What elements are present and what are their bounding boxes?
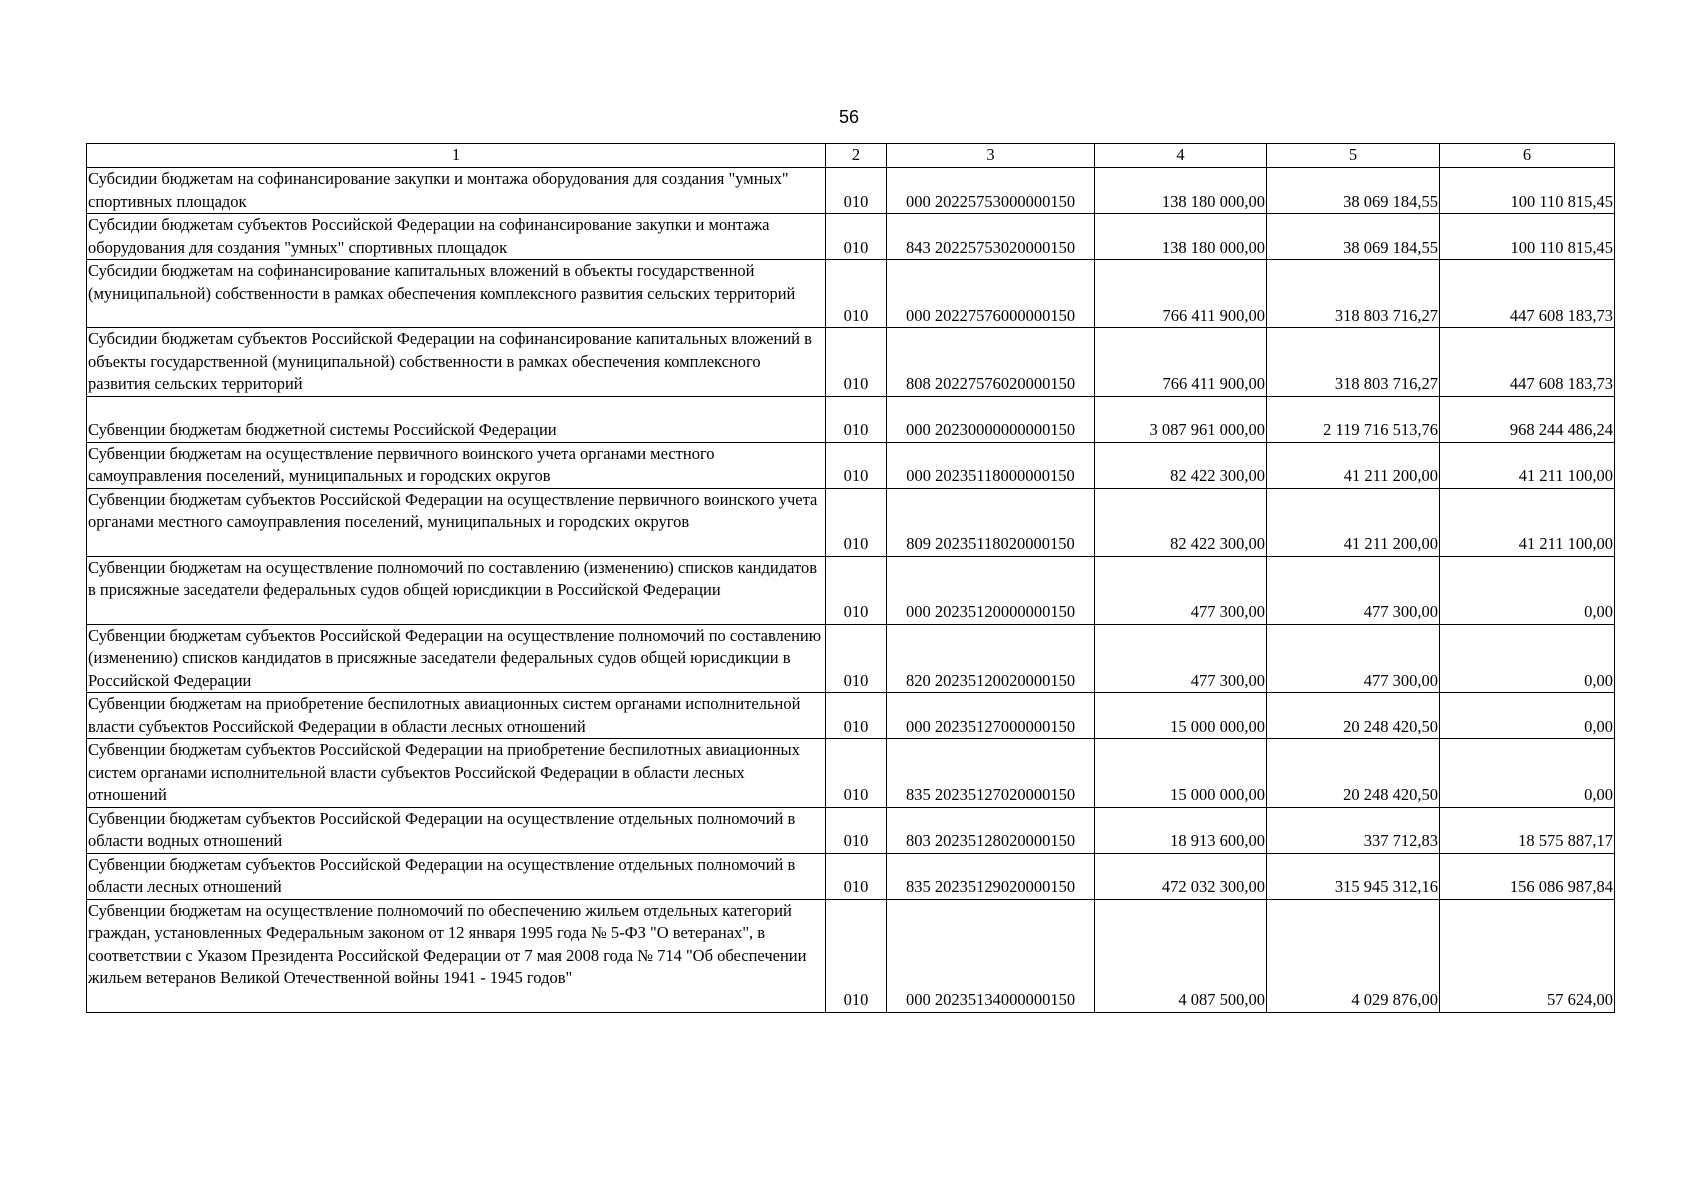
row-value-6: 18 575 887,17 bbox=[1440, 807, 1615, 853]
row-name: Субвенции бюджетам субъектов Российской Федерации на осуществление отдельных полномочий в области водных отношений bbox=[87, 807, 826, 853]
table-row bbox=[87, 214, 1615, 260]
row-code: 000 20235127000000150 bbox=[887, 693, 1095, 739]
table-row bbox=[87, 168, 1615, 214]
row-col2: 010 bbox=[826, 807, 887, 853]
row-code: 843 20225753020000150 bbox=[887, 214, 1095, 260]
row-col2: 010 bbox=[826, 899, 887, 1012]
row-name: Субвенции бюджетам на осуществление полномочий по составлению (изменению) списков кандидатов в присяжные заседатели федеральных судов общей юрисдикции в Российской Федерации bbox=[87, 556, 826, 624]
row-col2: 010 bbox=[826, 168, 887, 214]
table-row bbox=[87, 328, 1615, 397]
row-value-5: 2 119 716 513,76 bbox=[1267, 396, 1440, 442]
row-name: Субвенции бюджетам субъектов Российской Федерации на осуществление отдельных полномочий в области лесных отношений bbox=[87, 853, 826, 899]
row-value-6: 100 110 815,45 bbox=[1440, 168, 1615, 214]
row-value-5: 38 069 184,55 bbox=[1267, 168, 1440, 214]
table-row bbox=[87, 260, 1615, 328]
column-header-3: 3 bbox=[887, 144, 1095, 168]
row-value-4: 82 422 300,00 bbox=[1095, 442, 1267, 488]
row-value-6: 447 608 183,73 bbox=[1440, 260, 1615, 328]
row-value-5: 38 069 184,55 bbox=[1267, 214, 1440, 260]
table-row bbox=[87, 556, 1615, 624]
row-name: Субвенции бюджетам субъектов Российской Федерации на осуществление первичного воинского учета органами местного самоуправления поселений, муниципальных и городских округов bbox=[87, 488, 826, 556]
row-value-5: 318 803 716,27 bbox=[1267, 260, 1440, 328]
row-code: 820 20235120020000150 bbox=[887, 624, 1095, 693]
row-name: Субвенции бюджетам на осуществление первичного воинского учета органами местного самоуправления поселений, муниципальных и городских округов bbox=[87, 442, 826, 488]
row-value-5: 4 029 876,00 bbox=[1267, 899, 1440, 1012]
row-code: 000 20235134000000150 bbox=[887, 899, 1095, 1012]
row-name: Субвенции бюджетам на приобретение беспилотных авиационных систем органами исполнительной власти субъектов Российской Федерации в области лесных отношений bbox=[87, 693, 826, 739]
row-col2: 010 bbox=[826, 624, 887, 693]
row-code: 000 20230000000000150 bbox=[887, 396, 1095, 442]
row-value-6: 0,00 bbox=[1440, 556, 1615, 624]
row-value-6: 447 608 183,73 bbox=[1440, 328, 1615, 397]
row-value-5: 41 211 200,00 bbox=[1267, 442, 1440, 488]
row-col2: 010 bbox=[826, 214, 887, 260]
row-value-6: 0,00 bbox=[1440, 739, 1615, 808]
table-row bbox=[87, 488, 1615, 556]
row-code: 808 20227576020000150 bbox=[887, 328, 1095, 397]
row-value-4: 138 180 000,00 bbox=[1095, 168, 1267, 214]
row-code: 000 20235118000000150 bbox=[887, 442, 1095, 488]
row-value-5: 337 712,83 bbox=[1267, 807, 1440, 853]
row-value-4: 3 087 961 000,00 bbox=[1095, 396, 1267, 442]
row-name: Субсидии бюджетам субъектов Российской Федерации на софинансирование капитальных вложений в объекты государственной (муниципальной) собственности в рамках обеспечения комплексного развития сельских территорий bbox=[87, 328, 826, 397]
row-code: 835 20235127020000150 bbox=[887, 739, 1095, 808]
table-row bbox=[87, 396, 1615, 442]
table-header-row bbox=[87, 144, 1615, 168]
row-code: 000 20227576000000150 bbox=[887, 260, 1095, 328]
row-col2: 010 bbox=[826, 396, 887, 442]
row-value-4: 472 032 300,00 bbox=[1095, 853, 1267, 899]
row-value-6: 156 086 987,84 bbox=[1440, 853, 1615, 899]
table-row bbox=[87, 807, 1615, 853]
row-code: 809 20235118020000150 bbox=[887, 488, 1095, 556]
row-value-4: 15 000 000,00 bbox=[1095, 739, 1267, 808]
table-row bbox=[87, 899, 1615, 1012]
row-value-5: 318 803 716,27 bbox=[1267, 328, 1440, 397]
row-code: 835 20235129020000150 bbox=[887, 853, 1095, 899]
row-col2: 010 bbox=[826, 488, 887, 556]
row-value-5: 20 248 420,50 bbox=[1267, 693, 1440, 739]
row-value-4: 15 000 000,00 bbox=[1095, 693, 1267, 739]
row-col2: 010 bbox=[826, 739, 887, 808]
row-value-6: 968 244 486,24 bbox=[1440, 396, 1615, 442]
column-header-4: 4 bbox=[1095, 144, 1267, 168]
table-row bbox=[87, 442, 1615, 488]
row-col2: 010 bbox=[826, 693, 887, 739]
row-value-4: 138 180 000,00 bbox=[1095, 214, 1267, 260]
row-col2: 010 bbox=[826, 853, 887, 899]
page-number: 56 bbox=[838, 107, 860, 127]
row-value-4: 82 422 300,00 bbox=[1095, 488, 1267, 556]
row-code: 000 20235120000000150 bbox=[887, 556, 1095, 624]
row-value-6: 41 211 100,00 bbox=[1440, 442, 1615, 488]
row-name: Субсидии бюджетам субъектов Российской Федерации на софинансирование закупки и монтажа оборудования для создания "умных" спортивных площадок bbox=[87, 214, 826, 260]
row-value-4: 4 087 500,00 bbox=[1095, 899, 1267, 1012]
row-value-5: 20 248 420,50 bbox=[1267, 739, 1440, 808]
row-value-4: 766 411 900,00 bbox=[1095, 328, 1267, 397]
row-value-6: 57 624,00 bbox=[1440, 899, 1615, 1012]
row-name: Субвенции бюджетам субъектов Российской Федерации на приобретение беспилотных авиационных систем органами исполнительной власти субъектов Российской Федерации в области лесных отношений bbox=[87, 739, 826, 808]
row-value-5: 477 300,00 bbox=[1267, 624, 1440, 693]
row-value-6: 0,00 bbox=[1440, 693, 1615, 739]
budget-table bbox=[86, 143, 1615, 1013]
table-row bbox=[87, 853, 1615, 899]
row-value-5: 477 300,00 bbox=[1267, 556, 1440, 624]
table-row bbox=[87, 693, 1615, 739]
row-value-6: 41 211 100,00 bbox=[1440, 488, 1615, 556]
row-value-4: 477 300,00 bbox=[1095, 556, 1267, 624]
row-value-6: 100 110 815,45 bbox=[1440, 214, 1615, 260]
column-header-5: 5 bbox=[1267, 144, 1440, 168]
column-header-1: 1 bbox=[87, 144, 826, 168]
row-col2: 010 bbox=[826, 328, 887, 397]
row-value-4: 477 300,00 bbox=[1095, 624, 1267, 693]
row-value-6: 0,00 bbox=[1440, 624, 1615, 693]
column-header-2: 2 bbox=[826, 144, 887, 168]
row-value-5: 315 945 312,16 bbox=[1267, 853, 1440, 899]
row-value-4: 18 913 600,00 bbox=[1095, 807, 1267, 853]
column-header-6: 6 bbox=[1440, 144, 1615, 168]
row-name: Субвенции бюджетам бюджетной системы Российской Федерации bbox=[87, 396, 826, 442]
row-name: Субвенции бюджетам субъектов Российской Федерации на осуществление полномочий по составлению (изменению) списков кандидатов в присяжные заседатели федеральных судов общей юрисдикции в Российской Федерации bbox=[87, 624, 826, 693]
row-col2: 010 bbox=[826, 260, 887, 328]
row-name: Субсидии бюджетам на софинансирование капитальных вложений в объекты государственной (муниципальной) собственности в рамках обеспечения комплексного развития сельских территорий bbox=[87, 260, 826, 328]
row-code: 000 20225753000000150 bbox=[887, 168, 1095, 214]
row-col2: 010 bbox=[826, 442, 887, 488]
row-col2: 010 bbox=[826, 556, 887, 624]
row-value-5: 41 211 200,00 bbox=[1267, 488, 1440, 556]
row-name: Субсидии бюджетам на софинансирование закупки и монтажа оборудования для создания "умных" спортивных площадок bbox=[87, 168, 826, 214]
row-code: 803 20235128020000150 bbox=[887, 807, 1095, 853]
row-name: Субвенции бюджетам на осуществление полномочий по обеспечению жильем отдельных категорий граждан, установленных Федеральным законом от 12 января 1995 года № 5-ФЗ "О ветеранах", в соответствии с Указом Президента Российской Федерации от 7 мая 2008 года № 714 "Об обеспечении жильем ветеранов Великой Отечественной войны 1941 - 1945 годов" bbox=[87, 899, 826, 1012]
row-value-4: 766 411 900,00 bbox=[1095, 260, 1267, 328]
table-row bbox=[87, 739, 1615, 808]
table-row bbox=[87, 624, 1615, 693]
